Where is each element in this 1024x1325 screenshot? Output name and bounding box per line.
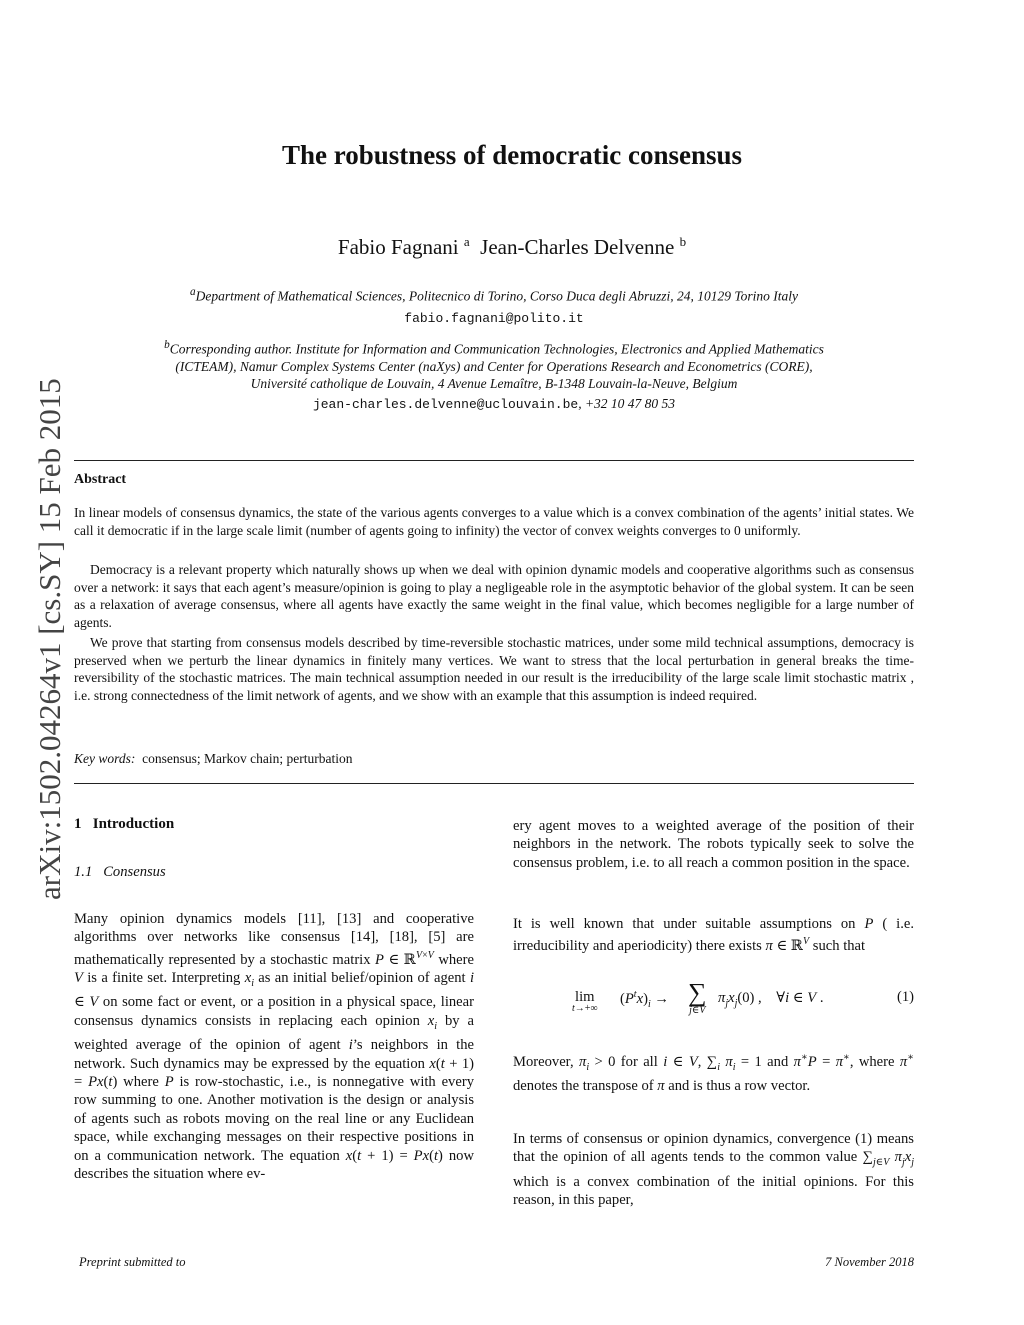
keywords [74, 751, 352, 767]
affiliation-a [74, 284, 914, 305]
equation-1 [560, 978, 914, 1035]
limit-operator: lim t→+∞ [572, 989, 598, 1014]
affiliation-text: Corresponding author. Institute for Information and Communication Technologies, Electronics and Applied Mathematics [169, 341, 824, 357]
affiliation-text: Université catholique de Louvain, 4 Avenue Lemaître, B-1348 Louvain-la-Neuve, Belgium [250, 375, 738, 391]
body-paragraph-left: Many opinion dynamics models [11], [13] and cooperative algorithms over networks like consensus [14], [18], [5] are mathematically represented by a stochastic matrix P ∈ ℝ$^{V\times V}$ where V is a finite set. Interpreting $x_i$ as an initial belief/opinion of agent i ∈ V on some fact or event, or a position in a physical space, linear consensus dynamics consists in replacing each opinion $x_i$ by a weighted average of the opinion of agent i’s neighbors in the network. Such dynamics may be expressed by the equation x(t + 1) = Px(t) where P is row-stochastic, i.e., is nonnegative with every row summing to one. Another motivation is the design or analysis of agents such as robots moving on the real line or any Euclidean space, while exchanging messages on their respective positions in on a communication network. The equation x(t + 1) = Px(t) now describes the situation where ev- [74, 911, 474, 1182]
author-name: Jean-Charles Delvenne [480, 235, 675, 259]
abstract-paragraph: Democracy is a relevant property which naturally shows up when we deal with opinion dynamic models and cooperative algorithms such as consensus over a network: it says that each agent’s measure/opinion is going to play a negligeable role in the asymptotic behavior of the global system. It can be seen as a relaxation of average consensus, where all agents have exactly the same weight in the final value, which becomes negligible for a large number of agents. [74, 562, 914, 630]
keywords-label: Key words: [74, 751, 136, 766]
equation-body: $\pi_jx_j(0)$ , ∀i ∈ V . [718, 990, 824, 1009]
equation-number: (1) [896, 989, 914, 1005]
affiliation-mark: a [463, 234, 470, 249]
body-paragraph-right: In terms of consensus or opinion dynamics, convergence (1) means that the opinion of all agents tends to the common value $\sum_{j\in V}$ $\pi_jx_j$ which is a convex combination of the initial opinions. For this reason, in this paper, [513, 1131, 914, 1209]
sum-operator: ∑ j∈V [688, 978, 707, 1016]
subsection-heading [74, 864, 166, 881]
contact-line [74, 395, 914, 413]
subsection-title: Consensus [103, 864, 166, 880]
email-line [74, 309, 914, 327]
phone-number: , +32 10 47 80 53 [578, 396, 676, 411]
top-rule [74, 460, 914, 461]
keywords-text: consensus; Markov chain; perturbation [142, 751, 353, 766]
bottom-rule [74, 783, 914, 784]
body-paragraph-right: It is well known that under suitable assumptions on P ( i.e. irreducibility and aperiodicity) there exists π ∈ ℝ$^V$ such that [513, 916, 914, 955]
author-name: Fabio Fagnani [337, 235, 459, 259]
affiliation-text: Department of Mathematical Sciences, Politecnico di Torino, Corso Duca degli Abruzzi, 24, 10129 Torino Italy [195, 288, 799, 304]
footer-left: Preprint submitted to [79, 1255, 186, 1269]
email-link[interactable]: jean-charles.delvenne@uclouvain.be [312, 397, 579, 412]
abstract-heading: Abstract [74, 472, 127, 487]
subsection-number: 1.1 [74, 864, 93, 880]
equation-body: $(P^tx)_i$ → [620, 989, 669, 1010]
affiliation-mark: b [679, 234, 687, 249]
abstract-paragraph: In linear models of consensus dynamics, the state of the various agents converges to a value which is a convex combination of the agents’ initial states. We call it democratic if in the large scale limit (number of agents going to infinity) the vector of convex weights converges to 0 uniformly. [74, 505, 914, 538]
body-paragraph-right: ery agent moves to a weighted average of the position of their neighbors in the network. The robots typically seek to solve the consensus problem, i.e. to all reach a common position in the space. [513, 818, 914, 871]
section-number: 1 [74, 816, 82, 832]
author-line [0, 234, 1024, 260]
paper-title: The robustness of democratic consensus [281, 140, 742, 170]
email-link[interactable]: fabio.fagnani@polito.it [404, 311, 584, 326]
affiliation-mark: b [164, 339, 170, 351]
arxiv-identifier: arXiv:1502.04264v1 [cs.SY] 15 Feb 2015 [32, 378, 67, 900]
affiliation-b [74, 337, 914, 392]
affiliation-text: (ICTEAM), Namur Complex Systems Center (naXys) and Center for Operations Research and Econometrics (CORE), [175, 358, 813, 374]
section-title: Introduction [92, 816, 175, 832]
section-heading [74, 816, 174, 833]
affiliation-mark: a [189, 286, 196, 298]
body-paragraph-right: Moreover, $\pi_i > 0$ for all i ∈ V, $\sum_i$ $\pi_i = 1$ and π∗P = π∗, where π∗ denotes the transpose of π and is thus a row vector. [513, 1052, 914, 1095]
footer-right: 7 November 2018 [825, 1255, 914, 1269]
abstract-paragraph: We prove that starting from consensus models described by time-reversible stochastic matrices, under some mild technical assumptions, democracy is preserved when we perturb the linear dynamics in finitely many vertices. We want to stress that the local perturbation in general breaks the time-reversibility of the stochastic matrices. The main technical assumption needed in our result is the irreducibility of the large scale limit stochastic matrix , i.e. strong connectedness of the limit network of agents, and we show with an example that this assumption is indeed required. [74, 635, 914, 703]
